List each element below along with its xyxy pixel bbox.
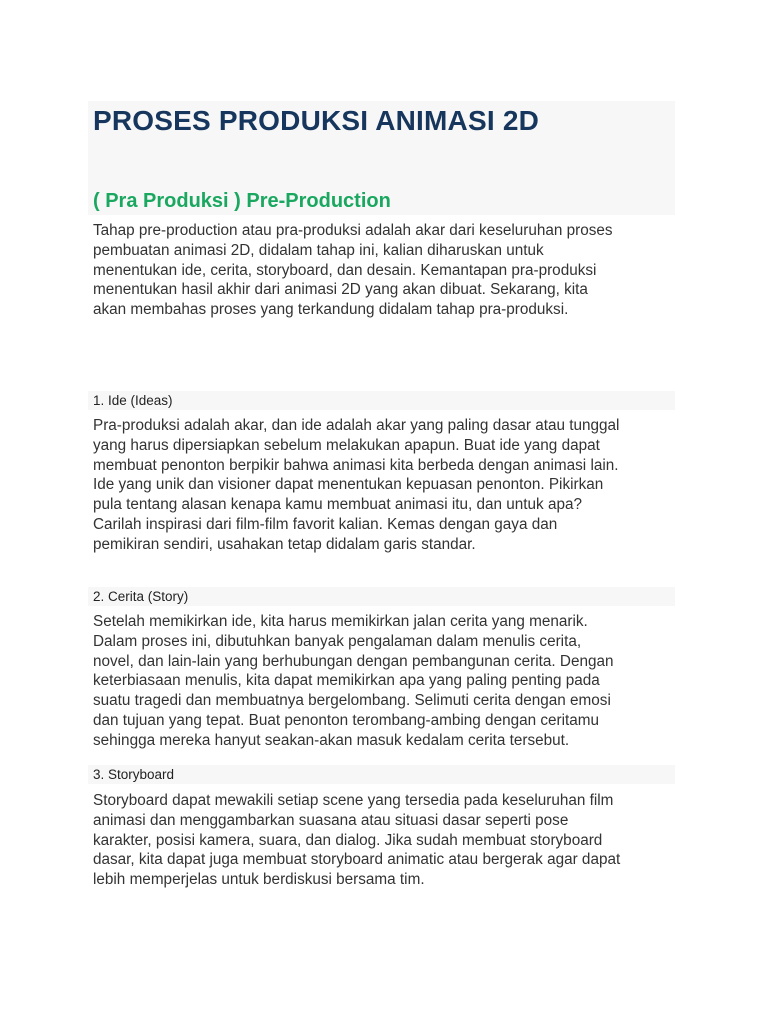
paragraph-line: Pra-produksi adalah akar, dan ide adalah akar yang paling dasar atau tunggal <box>93 417 620 434</box>
paragraph-line: sehingga mereka hanyut seakan-akan masuk kedalam cerita tersebut. <box>93 731 570 749</box>
paragraph-line: membuat penonton berpikir bahwa animasi kita berbeda dengan animasi lain. <box>93 456 619 474</box>
subheading-band <box>88 391 675 410</box>
paragraph-line: Carilah inspirasi dari film-film favorit kalian. Kemas dengan gaya dan <box>93 515 558 533</box>
paragraph-line: Setelah memikirkan ide, kita harus memikirkan jalan cerita yang menarik. <box>93 613 588 630</box>
paragraph-line: karakter, posisi kamera, suara, dan dialog. Jika sudah membuat storyboard <box>93 831 603 849</box>
paragraph-line: menentukan hasil akhir dari animasi 2D yang akan dibuat. Sekarang, kita <box>93 281 588 299</box>
storyboard-paragraph <box>93 791 683 890</box>
paragraph-line: lebih memperjelas untuk berdiskusi bersama tim. <box>93 871 425 889</box>
paragraph-line: pemikiran sendiri, usahakan tetap didalam garis standar. <box>93 535 476 553</box>
paragraph-line: dan tujuan yang tepat. Buat penonton terombang-ambing dengan ceritamu <box>93 711 600 729</box>
paragraph-line: Tahap pre-production atau pra-produksi adalah akar dari keseluruhan proses <box>93 222 613 239</box>
intro-paragraph <box>93 221 683 320</box>
paragraph-line: yang harus dipersiapkan sebelum melakukan apapun. Buat ide yang dapat <box>93 436 600 454</box>
subheading-ideas: 1. Ide (Ideas) <box>93 393 173 408</box>
subheading-storyboard: 3. Storyboard <box>93 767 175 782</box>
subheading-story: 2. Cerita (Story) <box>93 589 189 604</box>
paragraph-line: Ide yang unik dan visioner dapat menentukan kepuasan penonton. Pikirkan <box>93 476 604 494</box>
paragraph-line: pembuatan animasi 2D, didalam tahap ini, kalian diharuskan untuk <box>93 241 544 259</box>
ideas-paragraph <box>93 416 683 555</box>
story-paragraph <box>93 612 683 751</box>
paragraph-line: menentukan ide, cerita, storyboard, dan desain. Kemantapan pra-produksi <box>93 261 597 279</box>
paragraph-line: animasi dan menggambarkan suasana atau situasi dasar seperti pose <box>93 811 569 829</box>
section-heading-pre-production: ( Pra Produksi ) Pre-Production <box>93 190 391 212</box>
paragraph-line: keterbiasaan menulis, kita dapat memikirkan apa yang paling penting pada <box>93 672 600 690</box>
paragraph-line: Dalam proses ini, dibutuhkan banyak pengalaman dalam menulis cerita, <box>93 632 582 650</box>
paragraph-line: novel, dan lain-lain yang berhubungan dengan pembangunan cerita. Dengan <box>93 652 614 670</box>
paragraph-line: suatu tragedi dan membuatnya bergelombang. Selimuti cerita dengan emosi <box>93 692 611 710</box>
document-title: PROSES PRODUKSI ANIMASI 2D <box>93 105 540 136</box>
paragraph-line: akan membahas proses yang terkandung didalam tahap pra-produksi. <box>93 301 569 319</box>
paragraph-line: dasar, kita dapat juga membuat storyboard animatic atau bergerak agar dapat <box>93 851 621 869</box>
subheading-band <box>88 765 675 784</box>
paragraph-line: Storyboard dapat mewakili setiap scene yang tersedia pada keseluruhan film <box>93 792 614 809</box>
paragraph-line: pula tentang alasan kenapa kamu membuat animasi itu, dan untuk apa? <box>93 496 582 514</box>
